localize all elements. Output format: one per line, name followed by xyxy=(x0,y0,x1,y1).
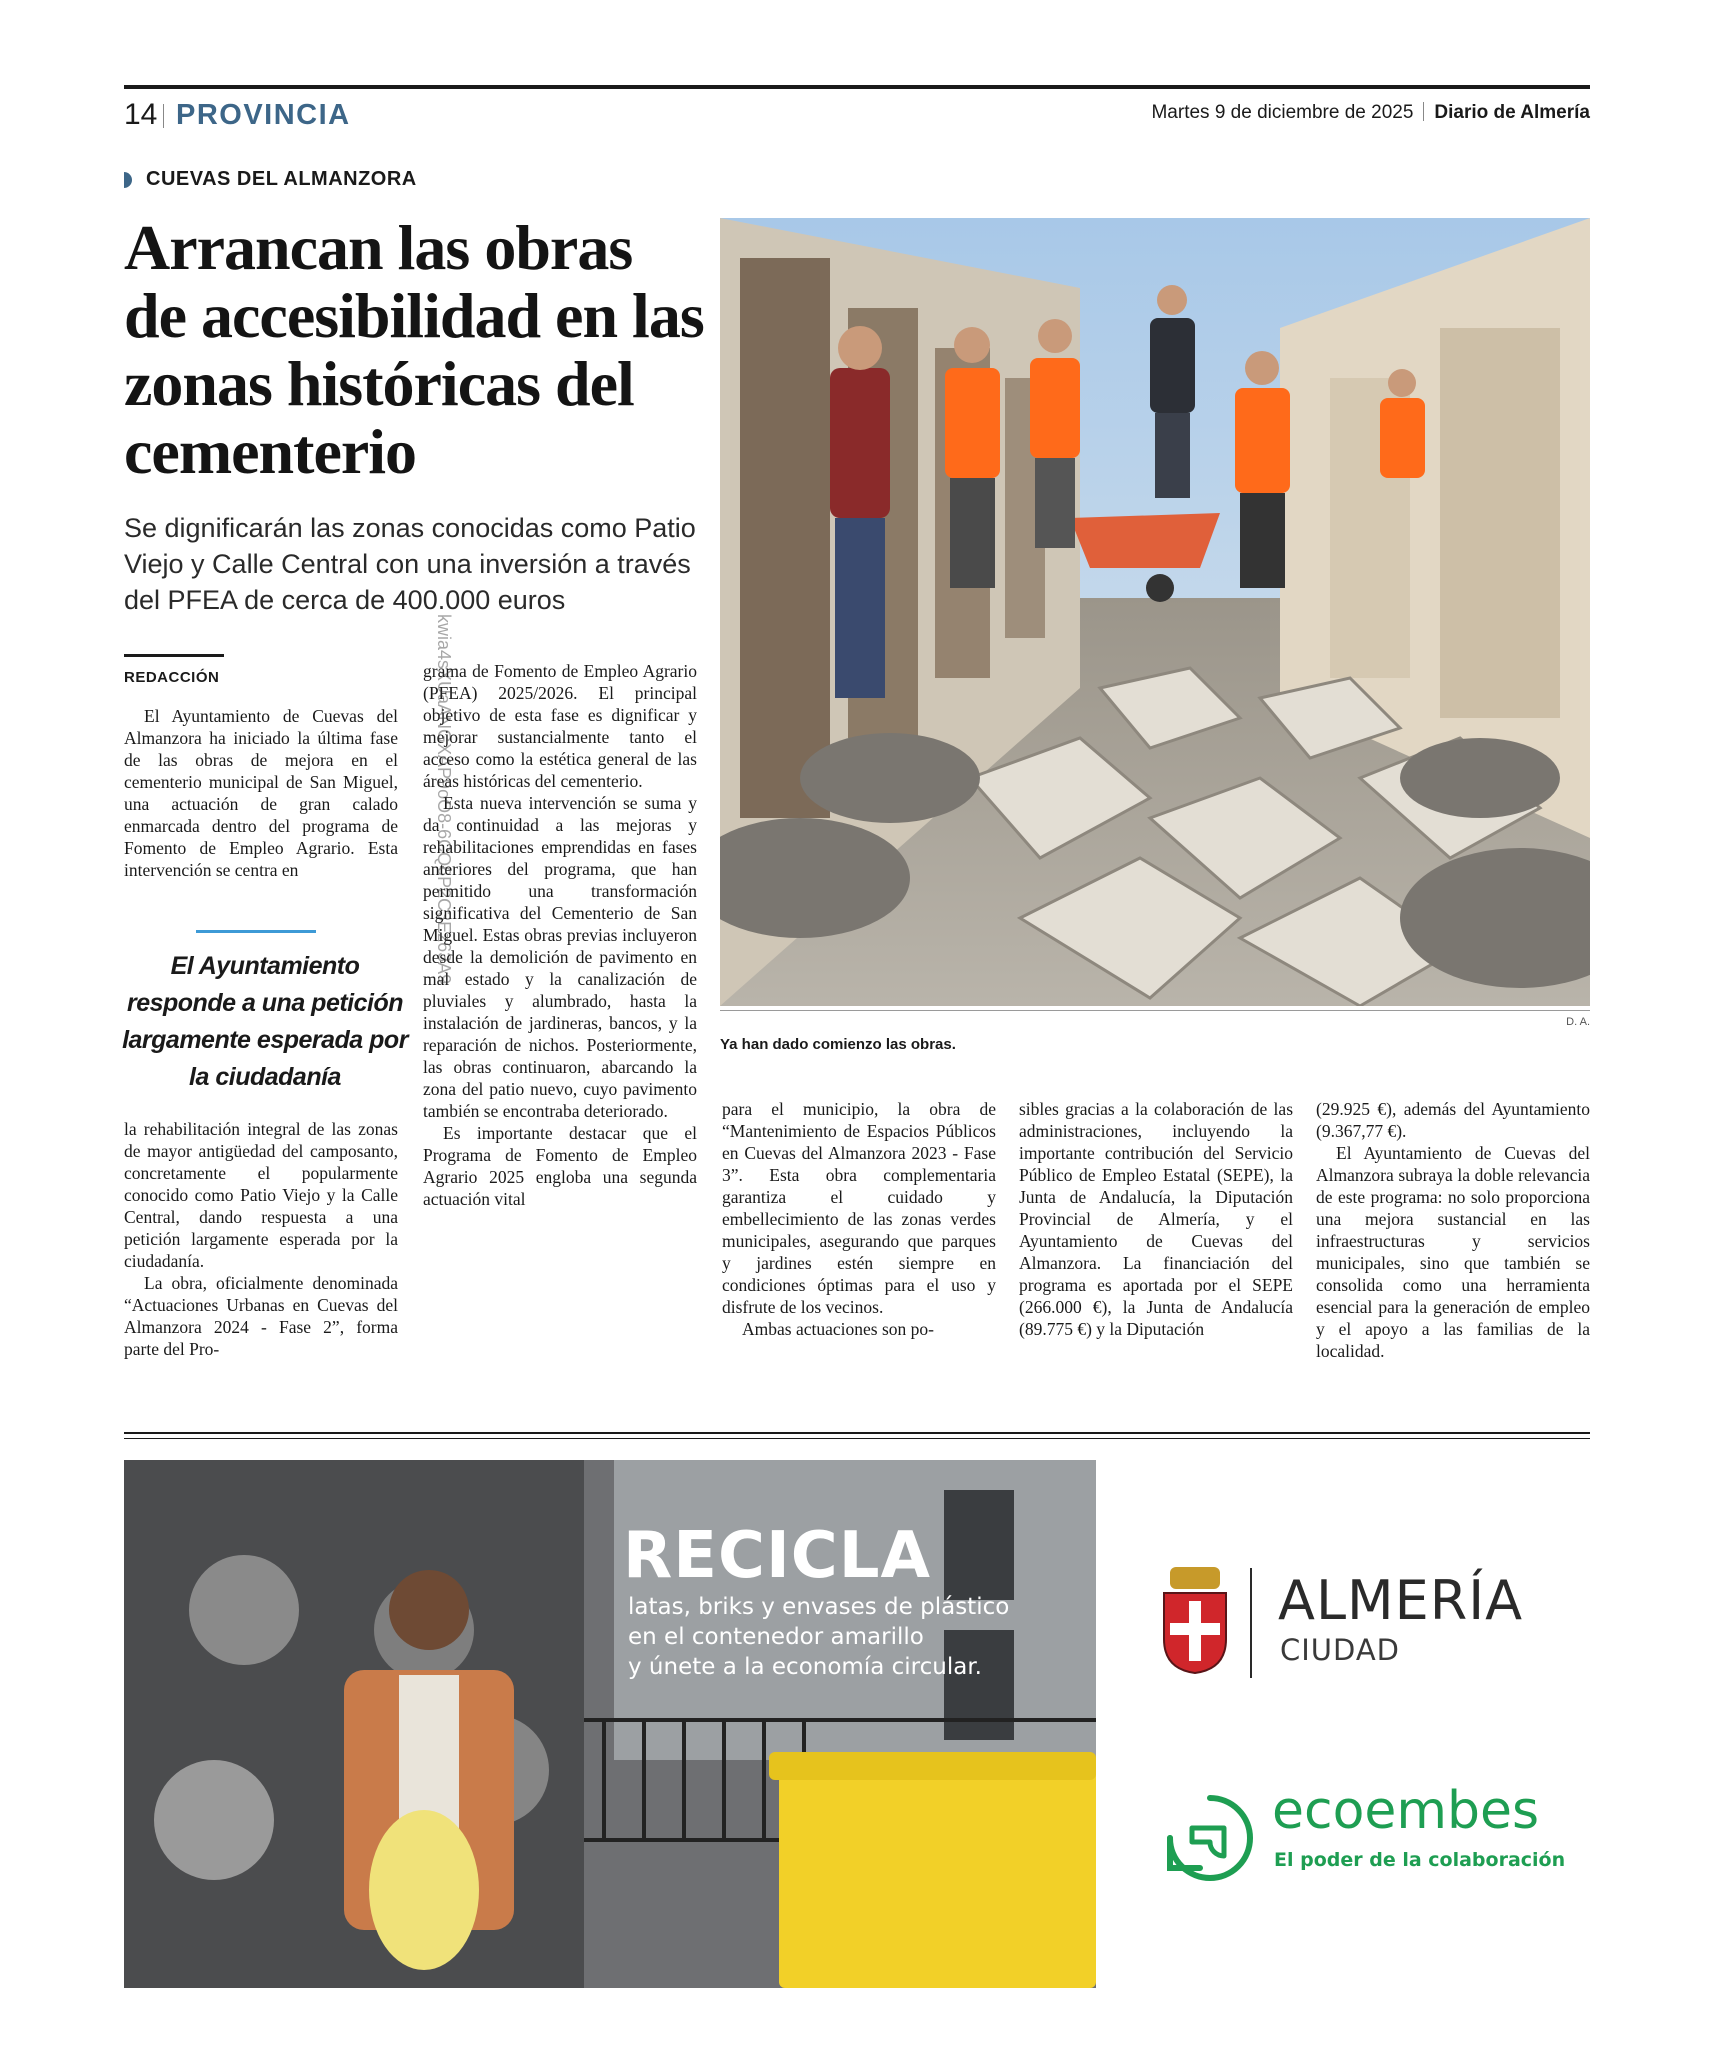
byline-rule xyxy=(124,654,224,657)
almeria-logo-name: ALMERÍA xyxy=(1278,1569,1524,1632)
photo-credit: D. A. xyxy=(1566,1016,1590,1028)
pullquote: El Ayuntamiento responde a una petición largamente esperada por la ciudadanía xyxy=(122,952,408,1091)
newspaper-name: Diario de Almería xyxy=(1434,102,1590,123)
ad-separator-rule xyxy=(124,1432,1590,1434)
article-paragraph: El Ayuntamiento de Cuevas del Almanzora ha iniciado la última fase de las obras de mejora en el cementerio municipal de San Miguel, una actuación de gran calado enmarcada dentro del programa de Fomento de Empleo Agrario. Esta intervención se centra en xyxy=(124,706,398,880)
article-column-5 xyxy=(1316,1098,1590,1362)
article-paragraph: la rehabilitación integral de las zonas de mayor antigüedad del camposanto, concretamente el popularmente conocido como Patio Viejo y la Calle Central, dando respuesta a una petición largamente esperada por la ciudadanía. xyxy=(124,1119,398,1271)
article-column-1-bottom xyxy=(124,1118,398,1360)
article-headline: Arrancan las obras de accesibilidad en las zonas históricas del cementerio xyxy=(124,212,704,487)
watermark xyxy=(434,614,454,1464)
ad-separator-rule-thin xyxy=(124,1438,1590,1439)
article-paragraph: La obra, oficialmente denominada “Actuaciones Urbanas en Cuevas del Almanzora 2024 - Fase 2”, forma parte del Pro- xyxy=(124,1273,398,1359)
article-photo xyxy=(720,218,1590,1006)
watermark-text: kwia4sXUaANGXAP9oO8-6CQ6P2C3Ez63A9 xyxy=(434,614,454,985)
header-rule xyxy=(124,85,1590,89)
article-paragraph: sibles gracias a la colaboración de las administraciones, incluyendo la importante contribución del Servicio Público de Empleo Estatal (SEPE), la Junta de Andalucía, la Diputación Provincial de Almería, y el Ayuntamiento de Cuevas del Almanzora. La financiación del programa es aportada por el SEPE (266.000 €), la Junta de Andalucía (89.775 €) y la Diputación xyxy=(1019,1099,1293,1339)
recycling-advertisement xyxy=(124,1460,1096,1988)
ecoembes-logo-name: ecoembes xyxy=(1272,1781,1540,1841)
ad-background-illustration xyxy=(124,1460,1096,1988)
page-number: 14 xyxy=(124,98,158,131)
header-separator xyxy=(163,104,164,128)
cemetery-works-illustration xyxy=(720,218,1590,1006)
pullquote-rule xyxy=(196,930,316,933)
ad-line: latas, briks y envases de plástico xyxy=(628,1594,1010,1620)
article-byline: REDACCIÓN xyxy=(124,669,220,686)
ecoembes-tagline: El poder de la colaboración xyxy=(1274,1849,1566,1871)
issue-date: Martes 9 de diciembre de 2025 xyxy=(1151,102,1414,123)
article-paragraph: Esta nueva intervención se suma y da continuidad a las mejoras y rehabilitaciones emprendidas en fases anteriores del programa, que han permitido una transformación significativa del Cementerio de San Miguel. Estas obras previas incluyeron desde la demolición de pavimento en mal estado y la canalización de pluviales y alumbrado, hasta la instalación de jardineras, bancos, y la reparación de nichos. Posteriormente, las obras continuaron, abarcando la zona del patio nuevo, cuyo pavimento también se encontraba deteriorado. xyxy=(423,793,697,1121)
article-paragraph: Ambas actuaciones son po- xyxy=(742,1319,934,1339)
almeria-logo-sub: CIUDAD xyxy=(1280,1633,1401,1667)
article-subhead: Se dignificarán las zonas conocidas como Patio Viejo y Calle Central con una inversión a través del PFEA de cerca de 400.000 euros xyxy=(124,513,696,615)
article-paragraph: El Ayuntamiento de Cuevas del Almanzora subraya la doble relevancia de este programa: no solo proporciona una mejora sustancial en las infraestructuras y servicios municipales, sino que también se consolida como una herramienta esencial para la generación de empleo y el apoyo a las familias de la localidad. xyxy=(1316,1143,1590,1361)
almeria-coat-of-arms-icon xyxy=(1160,1565,1230,1680)
article-column-4 xyxy=(1019,1098,1293,1340)
ecoembes-logo-icon xyxy=(1162,1790,1258,1891)
article-column-2 xyxy=(423,660,697,1210)
date-separator xyxy=(1423,102,1424,121)
article-paragraph: para el municipio, la obra de “Mantenimiento de Espacios Públicos en Cuevas del Almanzora 2023 - Fase 3”. Esta obra complementaria garantiza el cuidado y embellecimiento de las zonas verdes municipales, asegurando que parques y jardines estén siempre en condiciones óptimas para el uso y disfrute de los vecinos. xyxy=(722,1099,996,1317)
header-date-info xyxy=(1050,101,1590,125)
ad-line: en el contenedor amarillo xyxy=(628,1624,924,1650)
ad-message xyxy=(628,1592,1088,1682)
article-column-3 xyxy=(722,1098,996,1340)
ad-line: y únete a la economía circular. xyxy=(628,1654,982,1680)
article-paragraph: grama de Fomento de Empleo Agrario (PFEA) 2025/2026. El principal objetivo de esta fase es dignificar y mejorar sustancialmente tanto el acceso como la estética general de las áreas históricas del cementerio. xyxy=(423,661,697,791)
article-column-1-top xyxy=(124,705,398,881)
section-name: PROVINCIA xyxy=(176,99,351,131)
kicker-marker-icon xyxy=(124,172,132,188)
ad-title: RECICLA xyxy=(623,1519,932,1593)
photo-rule xyxy=(720,1010,1590,1011)
article-kicker: CUEVAS DEL ALMANZORA xyxy=(146,168,417,190)
article-paragraph: Es importante destacar que el Programa de Fomento de Empleo Agrario 2025 engloba una segunda actuación vital xyxy=(423,1123,697,1209)
photo-caption: Ya han dado comienzo las obras. xyxy=(720,1036,956,1053)
almeria-logo-separator xyxy=(1250,1568,1252,1678)
article-paragraph: (29.925 €), además del Ayuntamiento (9.367,77 €). xyxy=(1316,1099,1590,1141)
